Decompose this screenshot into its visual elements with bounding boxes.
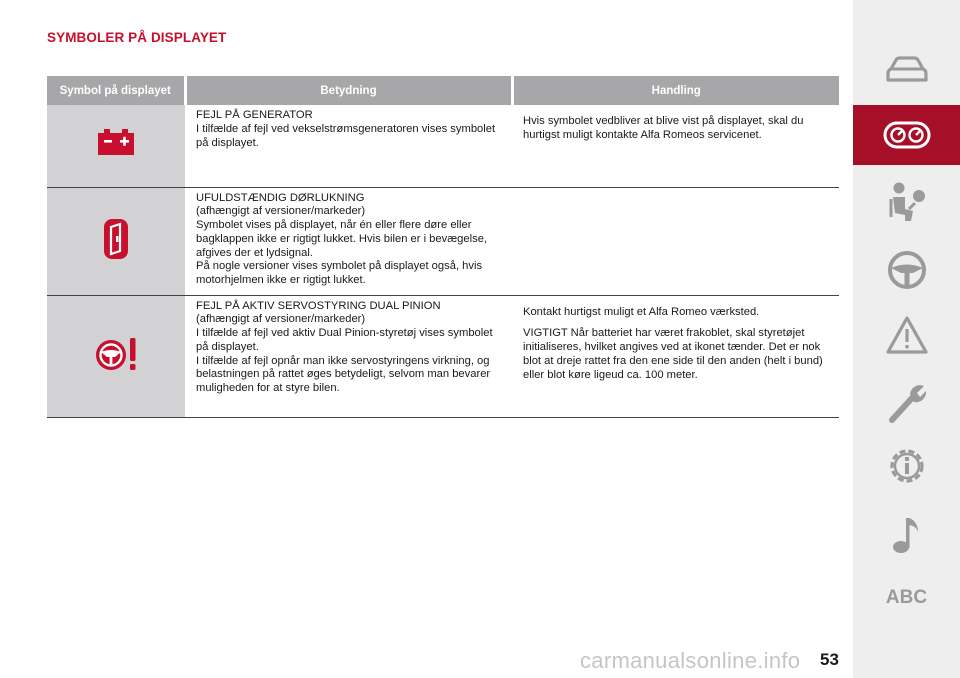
page-number: 53 bbox=[820, 650, 839, 669]
meaning-cell bbox=[185, 295, 512, 417]
watermark: carmanualsonline.info bbox=[580, 648, 801, 673]
sidebar-item-index[interactable] bbox=[853, 568, 960, 628]
action-text: Hvis symbolet vedbliver at blive vist på displayet, skal du hurtigst muligt kontakte Alfa Romeos servicenet. bbox=[523, 115, 804, 141]
battery-icon bbox=[96, 128, 136, 158]
meaning-text: På nogle versioner vises symbolet på displayet også, hvis motorhjelmen ikke er rigtigt lukket. bbox=[196, 260, 483, 287]
action-cell bbox=[512, 295, 839, 417]
table-row bbox=[47, 105, 839, 187]
meaning-text: (afhængigt af versioner/markeder) bbox=[196, 205, 366, 218]
meaning-text: I tilfælde af fejl opnår man ikke servostyringens virkning, og belastningen på rattet øges betydeligt, selvom man bevarer muligheden for at styre bilen. bbox=[196, 354, 491, 395]
music-note-icon bbox=[890, 514, 924, 556]
steering-fault-icon bbox=[94, 335, 138, 373]
sidebar-item-multimedia[interactable] bbox=[853, 505, 960, 565]
info-gear-icon bbox=[885, 444, 929, 488]
page-title: SYMBOLER PÅ DISPLAYET bbox=[47, 30, 227, 45]
wrench-icon bbox=[886, 380, 928, 424]
sidebar-item-starting-driving[interactable] bbox=[853, 240, 960, 300]
abc-icon: ABC bbox=[885, 587, 928, 608]
symbols-table bbox=[47, 76, 839, 418]
gauges-icon bbox=[883, 120, 931, 150]
car-icon bbox=[885, 55, 929, 85]
symbol-cell bbox=[47, 295, 185, 417]
action-text: VIGTIGT Når batteriet har været frakoblet, skal styretøjet initialiseres, hvilket angives ved at ikonet tænder. Det er nok blot at dreje rattet fra den ene side til den anden (helt i bund) eller blot køre ligeud ca. 100 meter. bbox=[523, 327, 823, 381]
table-row bbox=[47, 295, 839, 417]
table-row bbox=[47, 187, 839, 295]
steering-wheel-icon bbox=[886, 249, 928, 291]
meaning-title: UFULDSTÆNDIG DØRLUKNING bbox=[196, 191, 365, 204]
action-cell bbox=[512, 105, 839, 187]
sidebar-item-car[interactable] bbox=[853, 40, 960, 100]
symbol-cell bbox=[47, 187, 185, 295]
meaning-cell bbox=[185, 187, 512, 295]
header-action: Handling bbox=[512, 76, 839, 105]
sidebar-item-warnings[interactable] bbox=[853, 305, 960, 365]
meaning-title: FEJL PÅ GENERATOR bbox=[196, 109, 313, 121]
meaning-text: Symbolet vises på displayet, når én eller flere døre eller bagklappen ikke er rigtigt lukket. Hvis bilen er i bevægelse, afgives der et lydsignal. bbox=[196, 219, 488, 259]
meaning-cell bbox=[185, 105, 512, 187]
sidebar-item-maintenance[interactable] bbox=[853, 436, 960, 496]
airbag-person-icon bbox=[885, 181, 929, 223]
meaning-text: I tilfælde af fejl ved vekselstrømsgeneratoren vises symbolet på displayet. bbox=[196, 122, 496, 149]
action-cell bbox=[512, 187, 839, 295]
meaning-title: FEJL PÅ AKTIV SERVOSTYRING DUAL PINION bbox=[196, 299, 441, 312]
action-text: Kontakt hurtigst muligt et Alfa Romeo værksted. bbox=[523, 305, 760, 318]
chapter-sidebar bbox=[853, 0, 960, 678]
sidebar-item-safety[interactable] bbox=[853, 172, 960, 232]
sidebar-item-instruments[interactable] bbox=[853, 105, 960, 165]
meaning-text: (afhængigt af versioner/markeder) bbox=[196, 313, 366, 326]
meaning-text: I tilfælde af fejl ved aktiv Dual Pinion-styretøj vises symbolet på displayet. bbox=[196, 327, 493, 353]
header-meaning: Betydning bbox=[185, 76, 512, 105]
symbol-cell bbox=[47, 105, 185, 187]
door-open-icon bbox=[103, 218, 129, 260]
header-symbol: Symbol på displayet bbox=[47, 76, 185, 105]
table-header-row bbox=[47, 76, 839, 105]
warning-triangle-icon bbox=[885, 315, 929, 355]
sidebar-item-emergency[interactable] bbox=[853, 372, 960, 432]
